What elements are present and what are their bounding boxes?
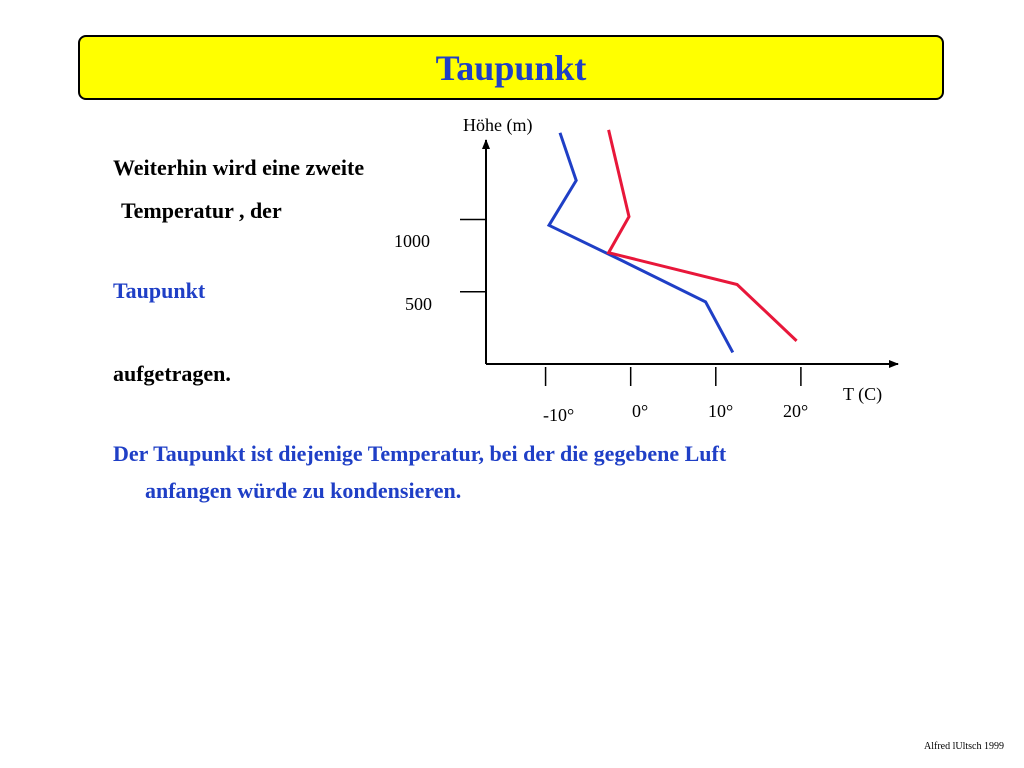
y-axis-label: Höhe (m): [463, 115, 533, 135]
x-tick-label: 0°: [632, 401, 649, 421]
x-axis-label: T (C): [843, 384, 883, 404]
dewpoint-series-line: [549, 133, 733, 353]
definition-line-1: Der Taupunkt ist diejenige Temperatur, bei der die gegebene Luft: [113, 441, 727, 466]
body-line-1: Weiterhin wird eine zweite: [113, 155, 365, 180]
x-tick-label: 20°: [783, 401, 809, 421]
definition-line-2: anfangen würde zu kondensieren.: [145, 478, 462, 503]
y-tick-label: 500: [405, 294, 432, 314]
body-line-2: Temperatur , der: [121, 198, 282, 223]
x-tick-label: -10°: [543, 405, 575, 425]
footer-credit: Alfred lUltsch 1999: [924, 741, 1004, 752]
highlight-term: Taupunkt: [113, 278, 206, 303]
x-tick-label: 10°: [708, 401, 734, 421]
body-line-3: aufgetragen.: [113, 361, 231, 386]
slide-title: Taupunkt: [435, 47, 587, 88]
y-tick-label: 1000: [394, 231, 430, 251]
temperature-series-line: [609, 130, 797, 341]
